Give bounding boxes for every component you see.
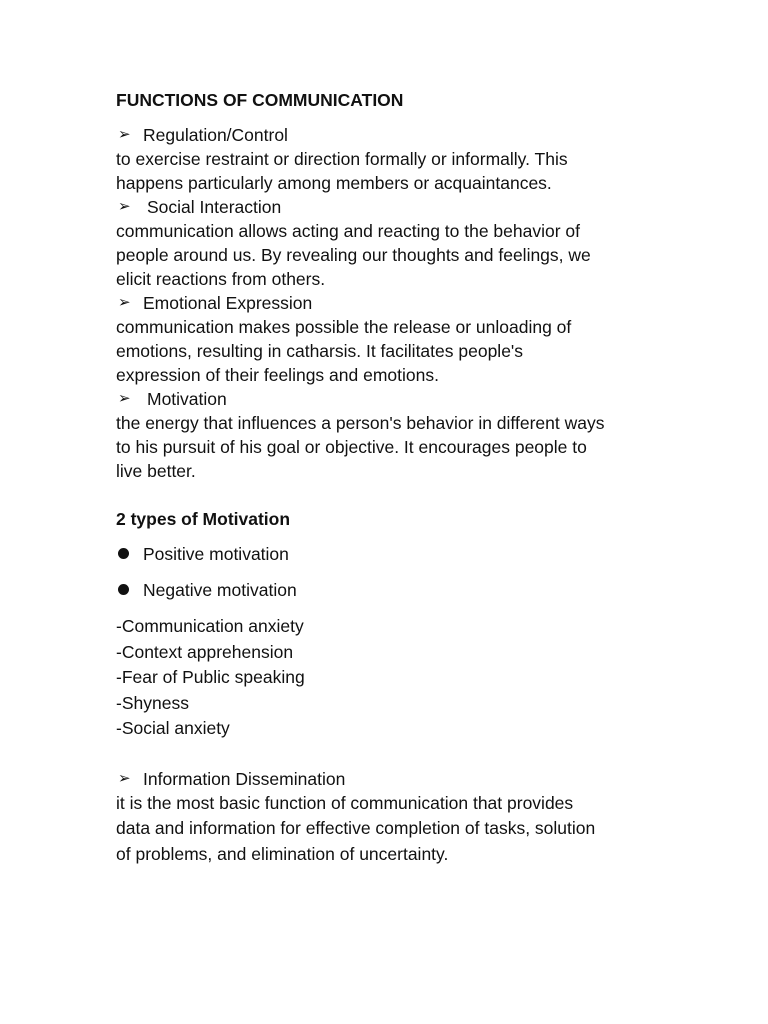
spacer (116, 742, 676, 767)
body-line: it is the most basic function of communication that provides (116, 792, 574, 813)
arrow-bullet-icon: ➢ (118, 769, 131, 787)
body-line: emotions, resulting in catharsis. It facilitates people's (116, 341, 524, 361)
section-body-emotional-expression (116, 315, 676, 387)
list-item: -Communication anxiety (116, 616, 304, 636)
section-heading-label: Motivation (147, 389, 227, 409)
section-heading-label: Information Dissemination (143, 768, 346, 789)
section-heading-emotional-expression (116, 291, 676, 315)
section-heading-label: Regulation/Control (143, 125, 288, 145)
body-line: people around us. By revealing our thoughts and feelings, we (116, 245, 591, 265)
body-line: expression of their feelings and emotions. (116, 365, 439, 385)
section-heading-label: Social Interaction (147, 197, 282, 217)
motivation-type-negative (116, 578, 676, 602)
arrow-bullet-icon: ➢ (118, 390, 131, 407)
section-body-motivation (116, 411, 676, 483)
body-line: of problems, and elimination of uncertainty. (116, 843, 449, 864)
section-heading-information-dissemination (116, 767, 676, 791)
filled-circle-bullet-icon (118, 548, 129, 559)
filled-circle-bullet-icon (118, 584, 129, 595)
motivation-types-heading: 2 types of Motivation (116, 509, 291, 529)
motivation-type-positive (116, 542, 676, 566)
arrow-bullet-icon: ➢ (118, 294, 131, 311)
section-heading-motivation (116, 387, 676, 411)
arrow-bullet-icon: ➢ (118, 198, 131, 215)
body-line: happens particularly among members or acquaintances. (116, 173, 552, 193)
section-body-information-dissemination (116, 791, 676, 868)
list-item: -Shyness (116, 692, 189, 713)
section-heading-social-interaction (116, 195, 676, 219)
document-title: FUNCTIONS OF COMMUNICATION (116, 90, 404, 110)
section-heading-label: Emotional Expression (143, 293, 313, 313)
body-line: the energy that influences a person's behavior in different ways (116, 413, 605, 433)
body-line: live better. (116, 461, 196, 481)
motivation-type-label: Negative motivation (143, 580, 297, 600)
arrow-bullet-icon: ➢ (118, 126, 131, 143)
document-page (116, 88, 676, 867)
body-line: data and information for effective completion of tasks, solution (116, 818, 596, 838)
negative-motivation-list (116, 614, 676, 742)
section-body-regulation (116, 147, 676, 195)
list-item: -Social anxiety (116, 718, 230, 738)
body-line: communication makes possible the release or unloading of (116, 317, 572, 337)
list-item: -Context apprehension (116, 641, 294, 662)
list-item: -Fear of Public speaking (116, 667, 305, 687)
motivation-type-label: Positive motivation (143, 544, 289, 564)
body-line: communication allows acting and reacting to the behavior of (116, 221, 581, 241)
section-body-social-interaction (116, 219, 676, 291)
body-line: to exercise restraint or direction formally or informally. This (116, 149, 568, 169)
body-line: elicit reactions from others. (116, 269, 326, 289)
section-heading-regulation (116, 123, 676, 147)
body-line: to his pursuit of his goal or objective. It encourages people to (116, 437, 587, 457)
